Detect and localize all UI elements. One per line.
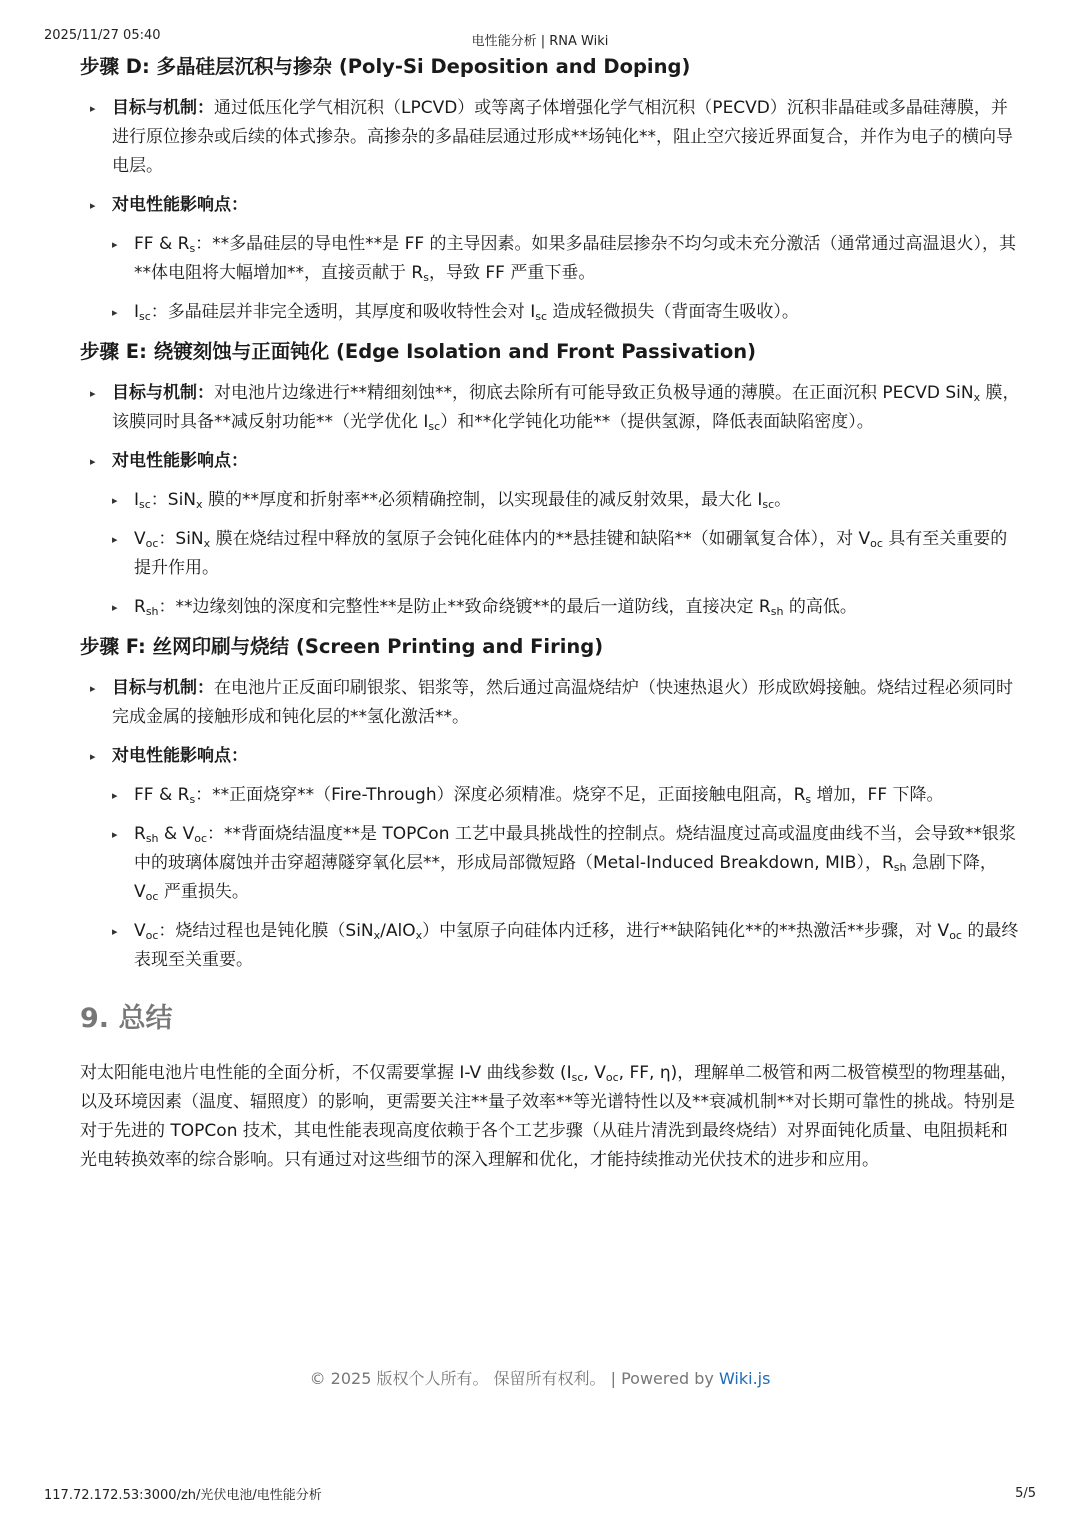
step-d-mechanism: ▸ 目标与机制：通过低压化学气相沉积（LPCVD）或等离子体增强化学气相沉积（PECVD）沉积非晶硅或多晶硅薄膜，并进行原位掺杂或后续的体式掺杂。高掺杂的多晶硅层通过形成**场钝化**，阻止空穴接近界面复合，并作为电子的横向导电层。 xyxy=(112,94,1020,181)
triangle-right-icon: ▸ xyxy=(112,238,118,251)
step-f-mechanism: ▸ 目标与机制：在电池片正反面印刷银浆、铝浆等，然后通过高温烧结炉（快速热退火）形成欧姆接触。烧结过程必须同时完成金属的接触形成和钝化层的**氢化激活**。 xyxy=(112,674,1020,732)
triangle-right-icon: ▸ xyxy=(112,828,118,841)
triangle-right-icon: ▸ xyxy=(90,102,96,115)
summary-heading: 9. 总结 xyxy=(80,1003,173,1034)
step-d-impact: ▸ 对电性能影响点： ▸ FF & $R_s$：**多晶硅层的导电性**是 FF 的主导因素。如果多晶硅层掺杂不均匀或未充分激活（通常通过高温退火），其**体电阻将大幅增加**，直接贡献于 $R_s$，导致 FF 严重下垂。 ▸ $I_{sc}$：多晶硅层并非完全透明，其厚度和吸收特性会对 $I_{sc}$ 造成轻微损失（背面寄生吸收）。 xyxy=(112,191,1020,327)
copyright-text: © 2025 版权个人所有。 保留所有权利。 | Powered by xyxy=(309,1369,719,1388)
step-e-impact-rsh: ▸ $R_{sh}$：**边缘刻蚀的深度和完整性**是防止**致命绕镀**的最后一道防线，直接决定 $R_{sh}$ 的高低。 xyxy=(134,593,1020,622)
triangle-right-icon: ▸ xyxy=(112,925,118,938)
article-content xyxy=(80,52,1020,1175)
print-footer xyxy=(0,1484,1080,1504)
site-footer xyxy=(0,1366,1080,1389)
step-e-heading: 步骤 E: 绕镀刻蚀与正面钝化 (Edge Isolation and Front Passivation) xyxy=(80,340,757,363)
step-e-mechanism: ▸ 目标与机制：对电池片边缘进行**精细刻蚀**，彻底去除所有可能导致正负极导通的薄膜。在正面沉积 PECVD SiN$_x$ 膜，该膜同时具备**减反射功能**（光学优化 $I_{sc}$）和**化学钝化功能**（提供氢源，降低表面缺陷密度）。 xyxy=(112,379,1020,437)
step-f-list xyxy=(80,674,1020,975)
wikijs-link[interactable]: Wiki.js xyxy=(718,1369,771,1388)
step-f-impact: ▸ 对电性能影响点： ▸ FF & $R_s$：**正面烧穿**（Fire-Through）深度必须精准。烧穿不足，正面接触电阻高，$R_s$ 增加，FF 下降。 ▸ $R_{sh}$ & $V_{oc}$：**背面烧结温度**是 TOPCon 工艺中最具挑战性的控制点。烧结温度过高或温度曲线不当，会导致**银浆中的玻璃体腐蚀并击穿超薄隧穿氧化层**，形成局部微短路（Metal-Induced Breakdown, MIB），$R_{sh}$ 急剧下降，$V_{oc}$ 严重损失。 ▸ $V_{oc}$：烧结过程也是钝化膜（SiN$_x$/AlO$_x$）中氢原子向硅体内迁移，进行**缺陷钝化**的**热激活**步骤，对 $V_{oc}$ 的最终表现至关重要。 xyxy=(112,742,1020,975)
page-number: 5/5 xyxy=(1015,1486,1036,1501)
step-e-impact-voc: ▸ $V_{oc}$：SiN$_x$ 膜在烧结过程中释放的氢原子会钝化硅体内的**悬挂键和缺陷**（如硼氧复合体），对 $V_{oc}$ 具有至关重要的提升作用。 xyxy=(134,525,1020,583)
triangle-right-icon: ▸ xyxy=(112,789,118,802)
triangle-right-icon: ▸ xyxy=(90,455,96,468)
step-e-impact-list xyxy=(112,486,1020,622)
triangle-right-icon: ▸ xyxy=(112,533,118,546)
step-d-impact-ff-rs: ▸ FF & $R_s$：**多晶硅层的导电性**是 FF 的主导因素。如果多晶硅层掺杂不均匀或未充分激活（通常通过高温退火），其**体电阻将大幅增加**，直接贡献于 $R_s$，导致 FF 严重下垂。 xyxy=(134,230,1020,288)
print-url: 117.72.172.53:3000/zh/光伏电池/电性能分析 xyxy=(44,1488,322,1503)
triangle-right-icon: ▸ xyxy=(90,199,96,212)
summary-paragraph: 对太阳能电池片电性能的全面分析，不仅需要掌握 I-V 曲线参数 ($I_{sc}$, $V_{oc}$, FF, η)，理解单二极管和两二极管模型的物理基础，以及环境因素（温度、辐照度）的影响，更需要关注**量子效率**等光谱特性以及**衰减机制**对长期可靠性的挑战。特别是对于先进的 TOPCon 技术，其电性能表现高度依赖于各个工艺步骤（从硅片清洗到最终烧结）对界面钝化质量、电阻损耗和光电转换效率的综合影响。只有通过对这些细节的深入理解和优化，才能持续推动光伏技术的进步和应用。 xyxy=(80,1063,1018,1170)
step-e-impact-isc: ▸ $I_{sc}$：SiN$_x$ 膜的**厚度和折射率**必须精确控制，以实现最佳的减反射效果，最大化 $I_{sc}$。 xyxy=(134,486,1020,515)
step-d-heading: 步骤 D: 多晶硅层沉积与掺杂 (Poly-Si Deposition and Doping) xyxy=(80,55,691,78)
step-d-impact-list xyxy=(112,230,1020,327)
step-d-impact-isc: ▸ $I_{sc}$：多晶硅层并非完全透明，其厚度和吸收特性会对 $I_{sc}$ 造成轻微损失（背面寄生吸收）。 xyxy=(134,298,1020,327)
triangle-right-icon: ▸ xyxy=(90,682,96,695)
triangle-right-icon: ▸ xyxy=(90,387,96,400)
print-header xyxy=(0,28,1080,48)
print-page-title: 电性能分析 | RNA Wiki xyxy=(471,34,609,49)
step-f-impact-list xyxy=(112,781,1020,975)
triangle-right-icon: ▸ xyxy=(112,494,118,507)
triangle-right-icon: ▸ xyxy=(90,750,96,763)
triangle-right-icon: ▸ xyxy=(112,601,118,614)
triangle-right-icon: ▸ xyxy=(112,306,118,319)
step-f-impact-rsh-voc: ▸ $R_{sh}$ & $V_{oc}$：**背面烧结温度**是 TOPCon 工艺中最具挑战性的控制点。烧结温度过高或温度曲线不当，会导致**银浆中的玻璃体腐蚀并击穿超薄隧穿氧化层**，形成局部微短路（Metal-Induced Breakdown, MIB），$R_{sh}$ 急剧下降，$V_{oc}$ 严重损失。 xyxy=(134,820,1020,907)
step-e-list xyxy=(80,379,1020,622)
step-f-impact-voc: ▸ $V_{oc}$：烧结过程也是钝化膜（SiN$_x$/AlO$_x$）中氢原子向硅体内迁移，进行**缺陷钝化**的**热激活**步骤，对 $V_{oc}$ 的最终表现至关重要。 xyxy=(134,917,1020,975)
step-d-list xyxy=(80,94,1020,327)
print-datetime: 2025/11/27 05:40 xyxy=(44,28,161,43)
step-f-impact-ff-rs: ▸ FF & $R_s$：**正面烧穿**（Fire-Through）深度必须精准。烧穿不足，正面接触电阻高，$R_s$ 增加，FF 下降。 xyxy=(134,781,1020,810)
step-f-heading: 步骤 F: 丝网印刷与烧结 (Screen Printing and Firing) xyxy=(80,635,604,658)
step-e-impact: ▸ 对电性能影响点： ▸ $I_{sc}$：SiN$_x$ 膜的**厚度和折射率**必须精确控制，以实现最佳的减反射效果，最大化 $I_{sc}$。 ▸ $V_{oc}$：SiN$_x$ 膜在烧结过程中释放的氢原子会钝化硅体内的**悬挂键和缺陷**（如硼氧复合体），对 $V_{oc}$ 具有至关重要的提升作用。 ▸ $R_{sh}$：**边缘刻蚀的深度和完整性**是防止**致命绕镀**的最后一道防线，直接决定 $R_{sh}$ 的高低。 xyxy=(112,447,1020,622)
